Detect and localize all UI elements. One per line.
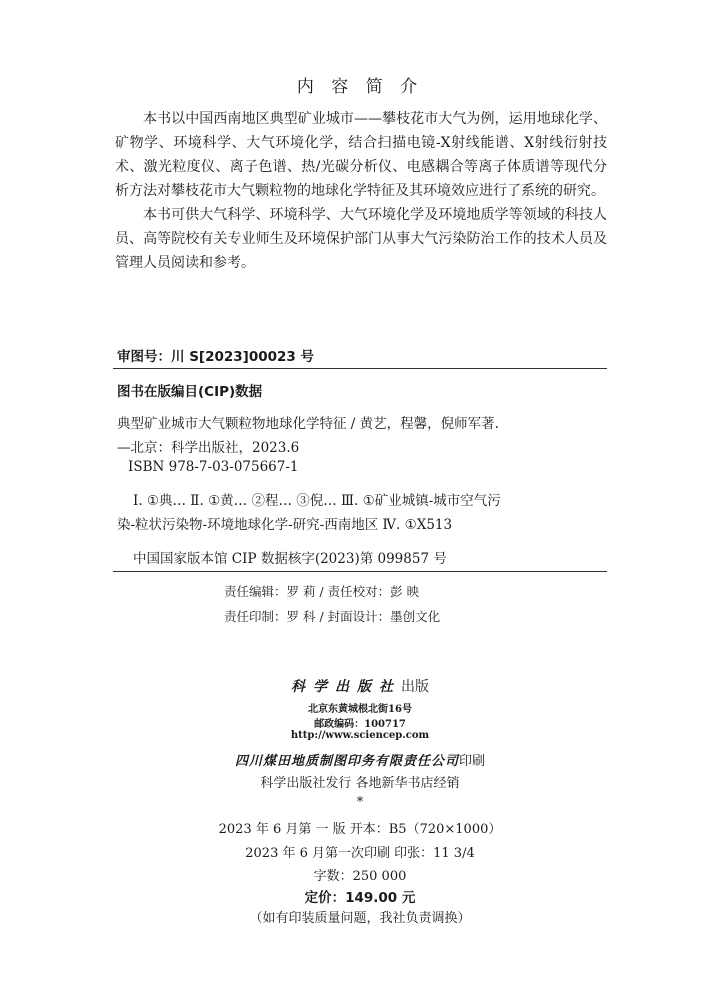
printer-name: 四川煤田地质制图印务有限责任公司 (234, 754, 459, 769)
separator-star: * (356, 795, 364, 810)
intro-section (115, 107, 607, 275)
price: 定价：149.00 元 (304, 890, 416, 906)
cip-publisher-line: —北京：科学出版社，2023.6 (117, 440, 300, 456)
cip-record-number: 中国国家版本馆 CIP 数据核字(2023)第 099857 号 (133, 551, 447, 567)
publisher-name-suffix: 出版 (401, 679, 429, 695)
publisher-address: 北京东黄城根北街16号 (308, 704, 412, 715)
distribution-line: 科学出版社发行 各地新华书店经销 (260, 776, 460, 791)
divider-top (113, 368, 607, 369)
cip-heading: 图书在版编目(CIP)数据 (117, 384, 263, 400)
printer-line (0, 750, 720, 769)
quality-note: （如有印装质量问题，我社负责调换） (249, 911, 471, 926)
cip-subject-line-1: Ⅰ. ①典… Ⅱ. ①黄… ②程… ③倪… Ⅲ. ①矿业城镇-城市空气污 (133, 493, 501, 509)
page-title: 内 容 简 介 (296, 77, 424, 97)
cip-title-line: 典型矿业城市大气颗粒物地球化学特征 / 黄艺，程馨，倪师军著. (117, 416, 499, 432)
divider-bottom (113, 571, 607, 572)
intro-paragraph-1: 本书以中国西南地区典型矿业城市——攀枝花市大气为例，运用地球化学、矿物学、环境科学、大气环境化学，结合扫描电镜-X射线能谱、X射线衍射技术、激光粒度仪、离子色谱、热/光碳分析仪、电感耦合等离子体质谱等现代分析方法对攀枝花市大气颗粒物的地球化学特征及其环境效应进行了系统的研究。 (115, 111, 607, 199)
staff-production: 责任印制：罗 科 / 封面设计：墨创文化 (224, 609, 441, 624)
word-count: 字数：250 000 (313, 869, 407, 884)
publisher-postcode: 邮政编码：100717 (314, 719, 406, 730)
printing-line: 2023 年 6 月第一次印刷 印张：11 3/4 (245, 846, 475, 861)
edition-line: 2023 年 6 月第 一 版 开本：B5（720×1000） (218, 822, 502, 837)
cip-subject-line-2: 染-粒状污染物-环境地球化学-研究-西南地区 Ⅳ. ①X513 (117, 517, 453, 533)
intro-paragraph-2: 本书可供大气科学、环境科学、大气环境化学及环境地质学等领域的科技人员、高等院校有关专业师生及环境保护部门从事大气污染防治工作的技术人员及管理人员阅读和参考。 (115, 207, 607, 271)
staff-editors: 责任编辑：罗 莉 / 责任校对：彭 映 (224, 584, 420, 599)
cip-isbn: ISBN 978-7-03-075667-1 (128, 459, 299, 475)
publisher-name (0, 676, 720, 696)
publisher-url: http://www.sciencep.com (290, 730, 430, 741)
map-review-number: 审图号：川 S[2023]00023 号 (117, 349, 315, 365)
publisher-logo-text: 科学出版社 (291, 679, 401, 695)
printer-suffix: 印刷 (459, 754, 486, 769)
